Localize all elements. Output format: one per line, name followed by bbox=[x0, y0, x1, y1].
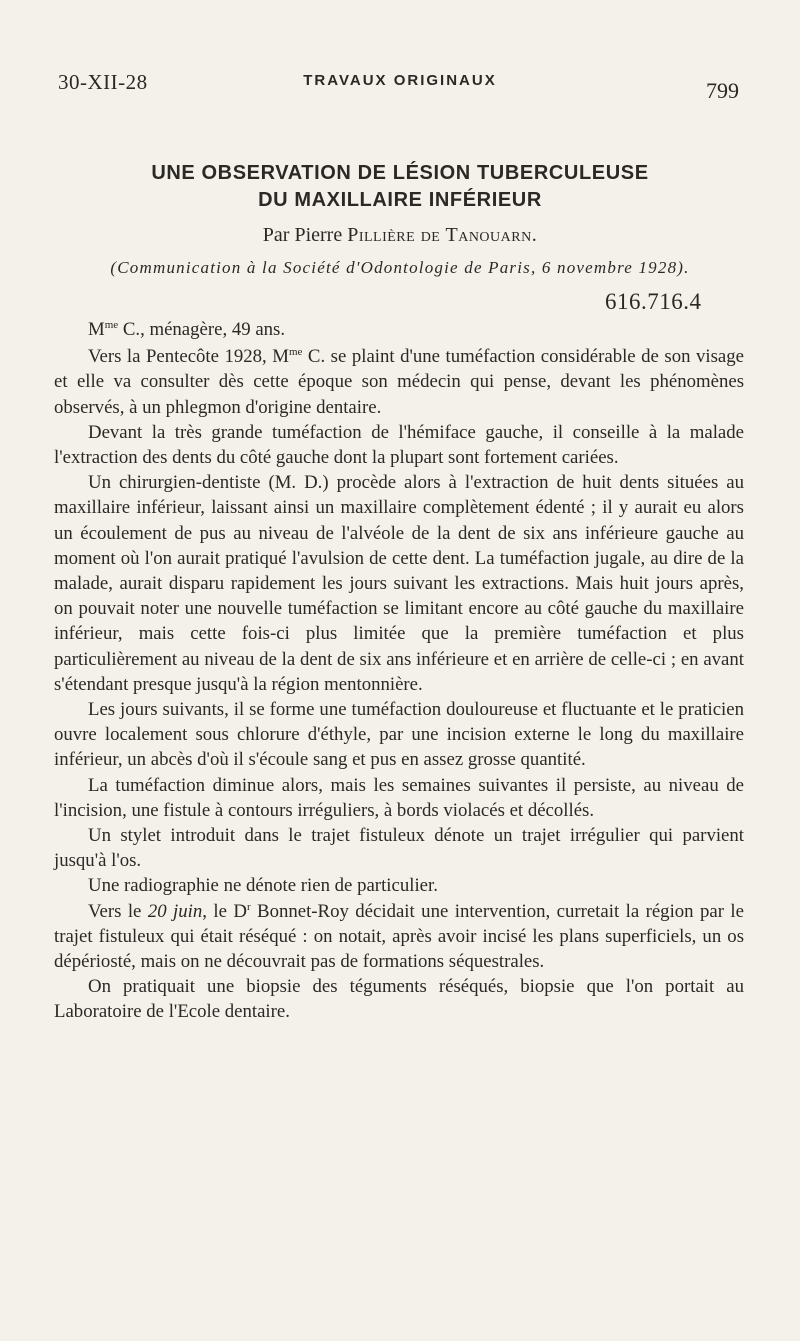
author-prefix: Par Pierre bbox=[262, 224, 343, 246]
p9-text-b: , le D bbox=[202, 900, 247, 922]
p1-text-b: C., ménagère, 49 ans. bbox=[118, 319, 286, 340]
paragraph-2 bbox=[54, 344, 744, 420]
title-line-1: UNE OBSERVATION DE LÉSION TUBERCULEUSE bbox=[151, 162, 649, 184]
issue-date: 30-XII-28 bbox=[58, 70, 148, 94]
article-body bbox=[54, 317, 744, 1025]
paragraph-4: Un chirurgien-dentiste (M. D.) procède alors à l'extraction de huit dents situées au maxillaire inférieur, laissant ainsi un maxillaire complètement édenté ; il y aurait eu alors un écoulement de pus au niveau de l'alvéole de la dent de six ans inférieure gauche au moment où l'on aurait pratiqué l'avulsion de cette dent. La tuméfaction jugale, au dire de la malade, aurait disparu rapidement les jours suivant les extractions. Mais huit jours après, on pouvait noter une nouvelle tuméfaction se limitant encore au côté gauche du maxillaire inférieur, mais cette fois-ci plus limitée que la première tuméfaction et plus particulièrement au niveau de la dent de six ans inférieure et en arrière de celle-ci ; en avant s'étendant presque jusqu'à la région mentonnière. bbox=[54, 472, 744, 695]
p2-superscript: me bbox=[288, 346, 303, 359]
p2-text-a: Vers la Pentecôte 1928, M bbox=[88, 346, 289, 368]
p9-text-c: Bonnet-Roy décidait une intervention, curretait la région par le trajet fistuleux qui était réséqué : on notait, après avoir incisé les plans superficiels, un os dépériosté, mais on ne découvrait pas de formations séquestrales. bbox=[54, 900, 744, 973]
author-name: Pillière de Tanouarn. bbox=[347, 224, 538, 246]
p9-superscript: r bbox=[246, 900, 251, 913]
p9-text-a: Vers le bbox=[88, 900, 148, 922]
p1-superscript: me bbox=[104, 319, 119, 331]
communication-note: (Communication à la Société d'Odontologie de Paris, 6 novembre 1928). bbox=[110, 258, 690, 277]
running-header bbox=[0, 66, 800, 106]
paragraph-8: Une radiographie ne dénote rien de particulier. bbox=[88, 875, 438, 897]
paragraph-7: Un stylet introduit dans le trajet fistuleux dénote un trajet irrégulier qui parvient jusqu'à l'os. bbox=[54, 825, 744, 872]
paragraph-5: Les jours suivants, il se forme une tuméfaction douloureuse et fluctuante et le praticien ouvre localement sous chlorure d'éthyle, par une incision externe le long du maxillaire inférieur, un abcès d'où il s'écoule sang et pus en assez grosse quantité. bbox=[54, 699, 744, 771]
author-line bbox=[0, 224, 800, 247]
paragraph-3: Devant la très grande tuméfaction de l'hémiface gauche, il conseille à la malade l'extraction des dents du côté gauche dont la plupart sont fortement cariées. bbox=[54, 421, 744, 469]
running-title: TRAVAUX ORIGINAUX bbox=[303, 72, 497, 89]
p2-text-b: C. se plaint d'une tuméfaction considérable de son visage et elle va consulter dès cette époque son médecin qui pense, devant les phénomènes observés, à un phlegmon d'origine dentaire. bbox=[54, 346, 744, 418]
paragraph-1 bbox=[54, 317, 744, 342]
p1-text-a: M bbox=[88, 319, 105, 340]
paragraph-6: La tuméfaction diminue alors, mais les semaines suivantes il persiste, au niveau de l'incision, une fistule à contours irréguliers, à bords violacés et décollés. bbox=[54, 774, 744, 821]
title-line-2: DU MAXILLAIRE INFÉRIEUR bbox=[258, 189, 542, 211]
classification-code: 616.716.4 bbox=[605, 289, 702, 314]
p9-date: 20 juin bbox=[147, 900, 203, 922]
paragraph-10: On pratiquait une biopsie des téguments réséqués, biopsie que l'on portait au Laboratoire de l'Ecole dentaire. bbox=[54, 976, 744, 1023]
page-number: 799 bbox=[706, 78, 739, 103]
article-title bbox=[0, 160, 800, 214]
paragraph-9 bbox=[54, 899, 744, 975]
